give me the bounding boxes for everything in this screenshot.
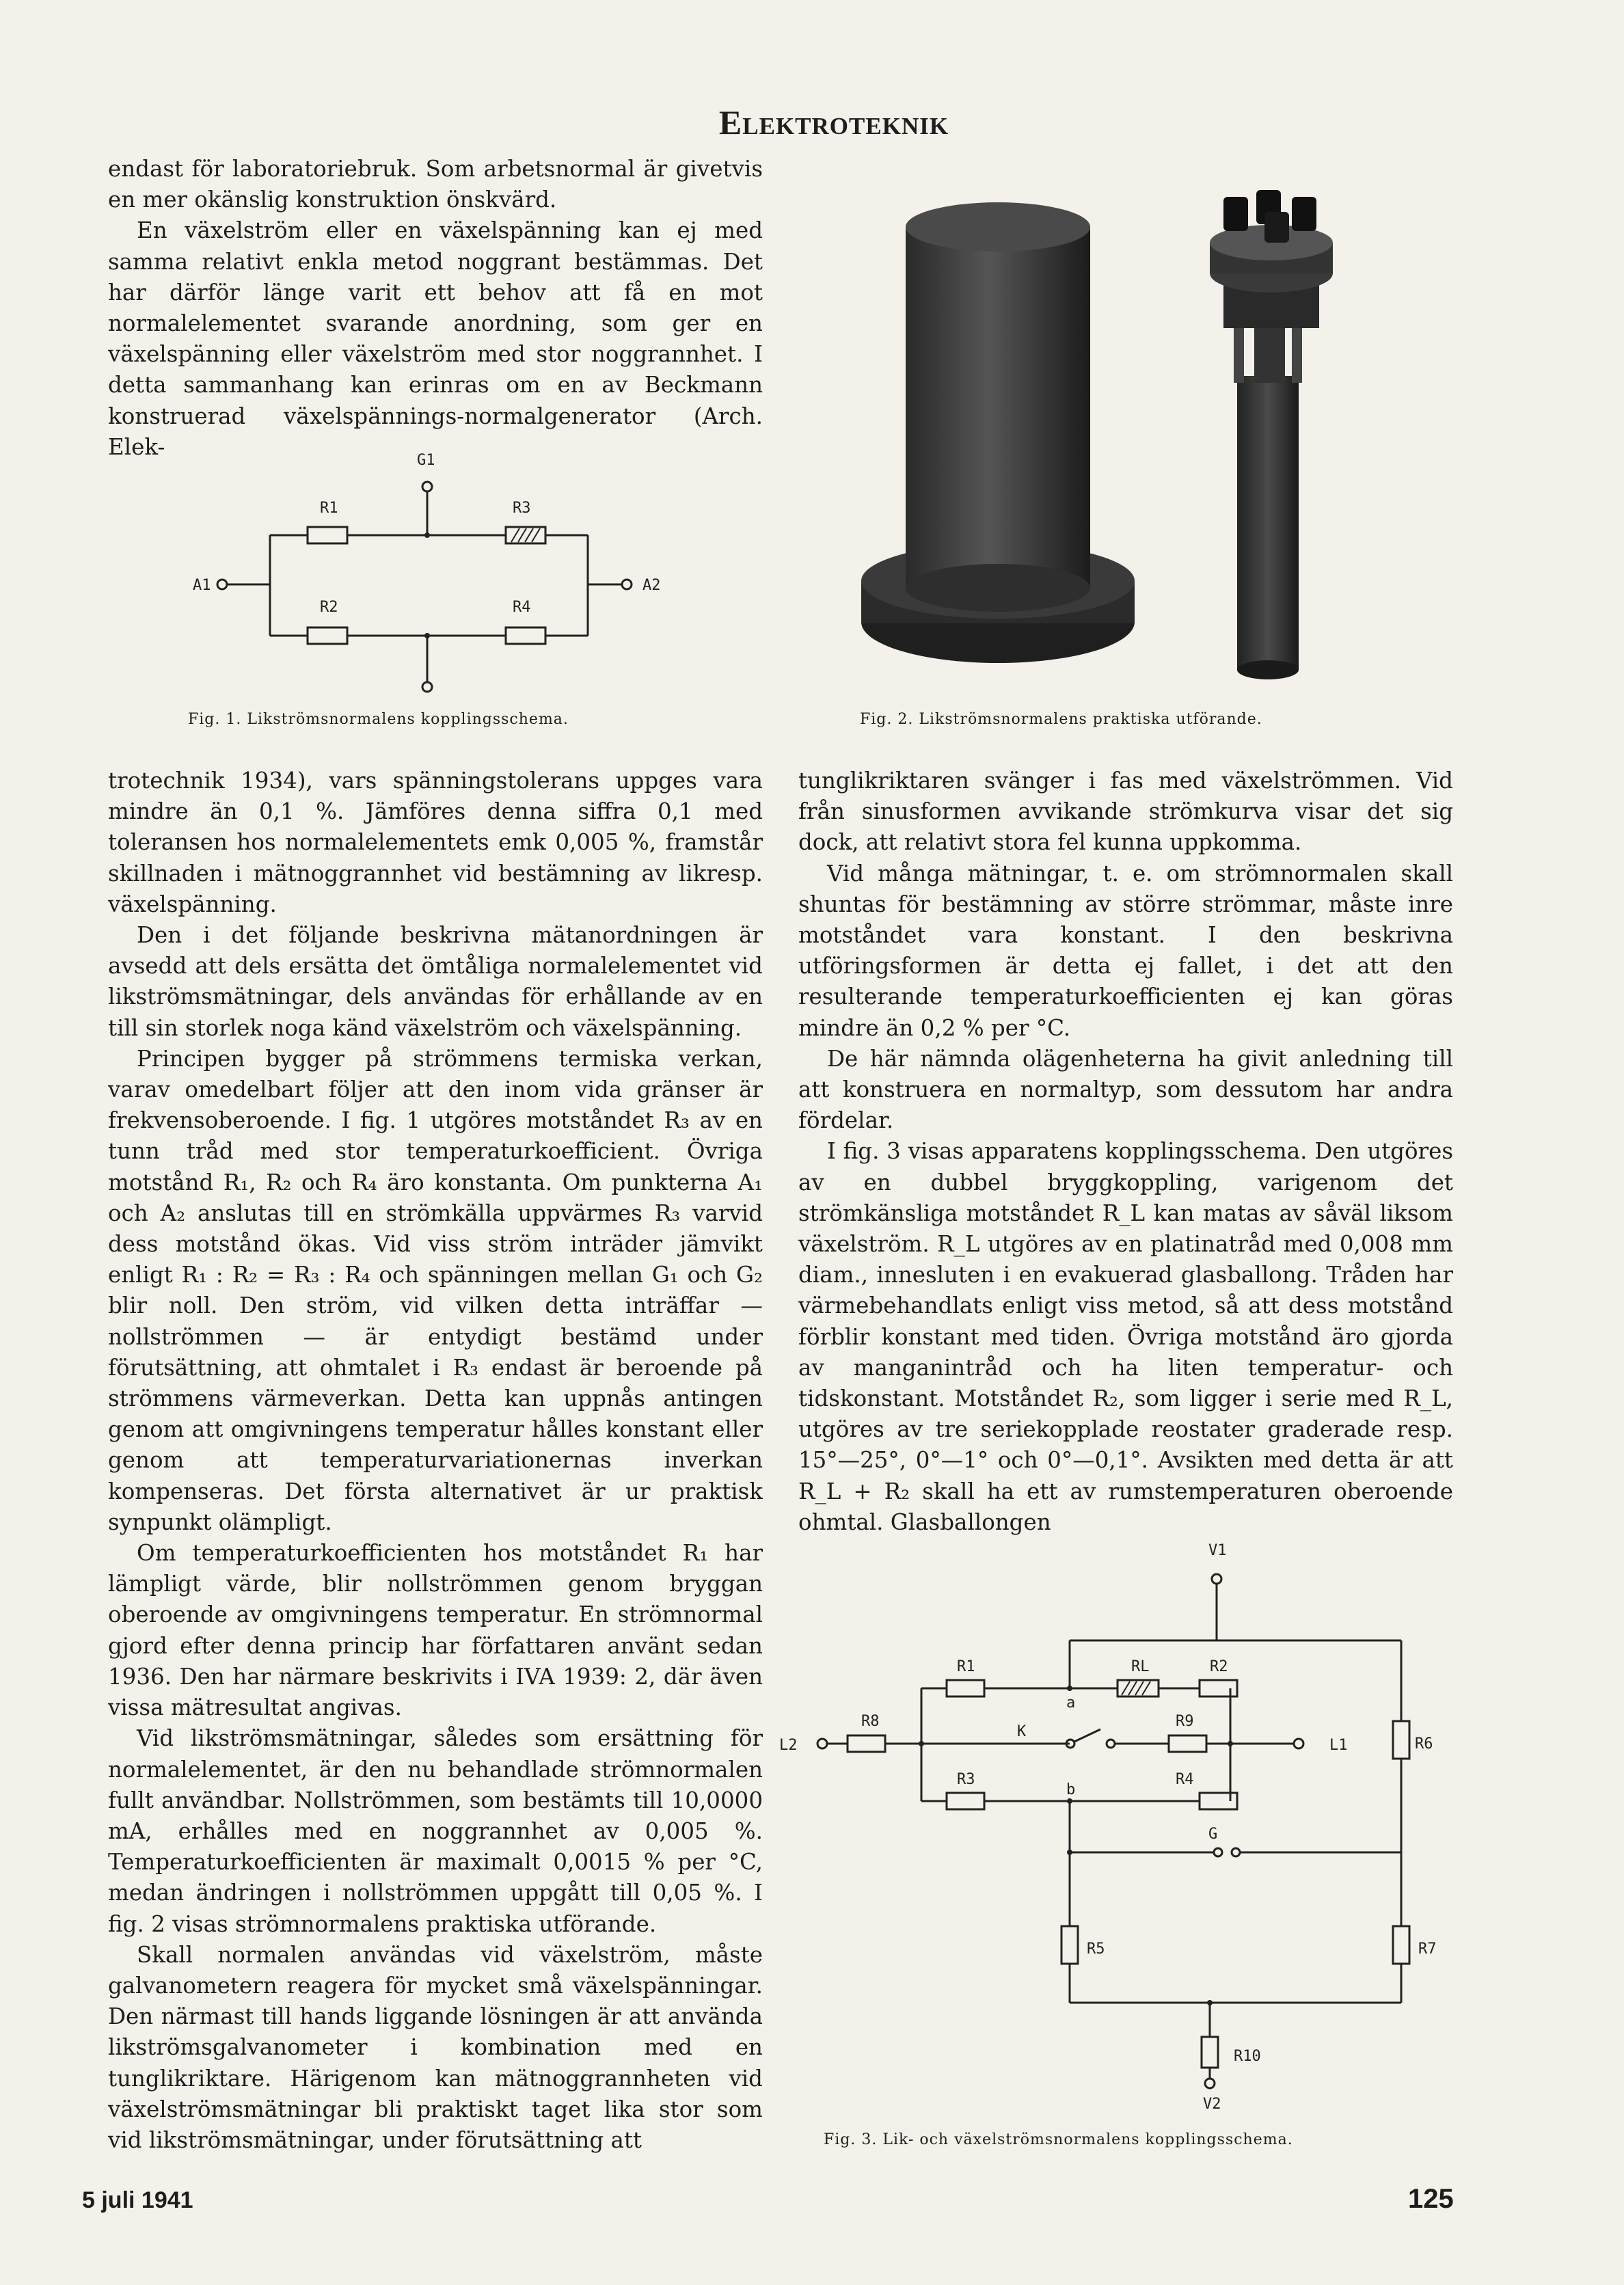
fig3-label-r8: R8 bbox=[861, 1713, 880, 1730]
paragraph: Vid många mätningar, t. e. om strömnormalen skall shuntas för bestämning av större strömmar, måste inre motståndet vara konstant. I den beskrivna utföringsformen är detta ej fallet, i det att den resulterande temperaturkoefficienten ej kan göras mindre än 0,2 % per °C. bbox=[798, 860, 1453, 1041]
page-number: 125 bbox=[1408, 2184, 1454, 2214]
paragraph: Principen bygger på strömmens termiska verkan, varav omedelbart följer att den inom vida gränser är frekvensoberoende. I fig. 1 utgöres motståndet R₃ av en tunn tråd med stor temperaturkoefficient. Övriga motstånd R₁, R₂ och R₄ äro konstanta. Om punkterna A₁ och A₂ anslutas till en strömkälla uppvärmes R₃ varvid dess motstånd ökas. Vid viss ström inträder jämvikt enligt R₁ : R₂ = R₃ : R₄ och spänningen mellan G₁ och G₂ blir noll. Den ström, vid vilken detta inträffar — nollströmmen — är entydigt bestämd under förutsättning, att ohmtalet i R₃ endast är beroende på strömmens värmeverkan. Detta kan uppnås antingen genom att omgivningens temperatur hålles konstant eller genom att temperaturvariationernas inverkan kompenseras. Det första alternativet är ur praktisk synpunkt olämpligt. bbox=[108, 1045, 763, 1535]
fig3-label-b: b bbox=[1066, 1781, 1076, 1798]
fig3-circuit-diagram bbox=[766, 1531, 1449, 2119]
figure-2-photo bbox=[854, 185, 1408, 690]
fig1-circuit-diagram bbox=[171, 444, 731, 704]
fig1-caption: Fig. 1. Likströmsnormalens kopplingsschema. bbox=[188, 711, 569, 728]
fig3-label-g: G bbox=[1208, 1826, 1218, 1843]
fig1-label-a1: A1 bbox=[193, 577, 211, 594]
fig3-label-r3: R3 bbox=[957, 1771, 975, 1788]
fig3-label-r7: R7 bbox=[1418, 1941, 1437, 1958]
fig3-label-rl: RL bbox=[1131, 1658, 1150, 1675]
paragraph: En växelström eller en växelspänning kan ej med samma relativt enkla metod noggrant bestämmas. Det har därför länge varit ett behov att få en mot normalelementet svarande anordning, som ger en växelspänning eller växelström med stor noggrannhet. I detta sammanhang kan erinras om en av Beckmann konstruerad växelspännings-normalgenerator (Arch. Elek- bbox=[108, 217, 763, 460]
paragraph: De här nämnda olägenheterna ha givit anledning till att konstruera en normaltyp, som dessutom har andra fördelar. bbox=[798, 1045, 1453, 1134]
paragraph: endast för laboratoriebruk. Som arbetsnormal är givetvis en mer okänslig konstruktion önskvärd. bbox=[108, 156, 763, 213]
fig1-label-r1: R1 bbox=[320, 500, 338, 517]
fig2-photograph bbox=[854, 185, 1408, 690]
fig3-label-v2: V2 bbox=[1203, 2096, 1221, 2113]
fig3-label-r9: R9 bbox=[1176, 1713, 1194, 1730]
fig3-label-v1: V1 bbox=[1208, 1542, 1227, 1559]
fig3-label-k: K bbox=[1017, 1723, 1027, 1740]
fig1-label-r3: R3 bbox=[513, 500, 531, 517]
column-2-bottom bbox=[798, 766, 1453, 1538]
fig1-label-a2: A2 bbox=[642, 577, 661, 594]
fig3-label-r5: R5 bbox=[1087, 1941, 1105, 1958]
figure-1 bbox=[171, 444, 731, 704]
fig3-label-r1: R1 bbox=[957, 1658, 975, 1675]
fig1-label-g1: G1 bbox=[417, 452, 435, 469]
section-title: Elektroteknik bbox=[718, 103, 949, 141]
fig2-caption: Fig. 2. Likströmsnormalens praktiska utförande. bbox=[860, 711, 1262, 728]
fig3-label-r6: R6 bbox=[1415, 1735, 1433, 1753]
fig3-caption: Fig. 3. Lik- och växelströmsnormalens kopplingsschema. bbox=[824, 2131, 1293, 2148]
column-1-bottom bbox=[108, 766, 763, 2156]
fig3-label-r2: R2 bbox=[1210, 1658, 1228, 1675]
paragraph: tunglikriktaren svänger i fas med växelströmmen. Vid från sinusformen avvikande strömkurva visar det sig dock, att relativt stora fel kunna uppkomma. bbox=[798, 768, 1453, 856]
fig3-label-r4: R4 bbox=[1176, 1771, 1194, 1788]
paragraph: Skall normalen användas vid växelström, måste galvanometern reagera för mycket små växelspänningar. Den närmast till hands liggande lösningen är att använda likströmsgalvanometer i kombination med en tunglikriktare. Härigenom kan mätnoggrannheten vid växelströmsmätningar bli praktiskt taget lika stor som vid likströmsmätningar, under förutsättning att bbox=[108, 1941, 763, 2153]
paragraph: Vid likströmsmätningar, således som ersättning för normalelementet, är den nu behandlade strömnormalen fullt användbar. Nollströmmen, som bestämts till 10,0000 mA, erhålles med en noggrannhet av 0,005 %. Temperaturkoefficienten är maximalt 0,0015 % per °C, medan ändringen i nollströmmen uppgått till 0,05 %. I fig. 2 visas strömnormalens praktiska utförande. bbox=[108, 1725, 763, 1937]
paragraph: I fig. 3 visas apparatens kopplingsschema. Den utgöres av en dubbel bryggkoppling, varigenom det strömkänsliga motståndet R_L kan matas av såväl liksom växelström. R_L utgöres av en platinatråd med 0,008 mm diam., innesluten i en evakuerad glasballong. Tråden har värmebehandlats enligt viss metod, så att dess motstånd förblir konstant med tiden. Övriga motstånd äro gjorda av manganintråd och ha liten temperatur- och tidskonstant. Motståndet R₂, som ligger i serie med R_L, utgöres av tre seriekopplade reostater graderade resp. 15°—25°, 0°—1° och 0°—0,1°. Avsikten med detta är att R_L + R₂ skall ha ett av rumstemperaturen oberoende ohmtal. Glasballongen bbox=[798, 1138, 1453, 1535]
fig1-label-r4: R4 bbox=[513, 599, 531, 616]
fig3-label-l2: L2 bbox=[779, 1737, 798, 1754]
column-1-top bbox=[108, 154, 763, 463]
paragraph: Om temperaturkoefficienten hos motståndet R₁ har lämpligt värde, blir nollströmmen genom bryggan oberoende av omgivningens temperatur. En strömnormal gjord efter denna princip har författaren använt sedan 1936. Den har närmare beskrivits i IVA 1939: 2, där även vissa mätresultat angivas. bbox=[108, 1540, 763, 1721]
fig3-label-l1: L1 bbox=[1329, 1737, 1348, 1754]
fig3-label-r10: R10 bbox=[1234, 2048, 1261, 2065]
figure-3 bbox=[766, 1531, 1449, 2119]
fig3-label-a: a bbox=[1066, 1694, 1076, 1712]
paragraph: Den i det följande beskrivna mätanordningen är avsedd att dels ersätta det ömtåliga normalelementet vid likströmsmätningar, dels användas för erhållande av en till sin storlek noga känd växelström och växelspänning. bbox=[108, 922, 763, 1041]
footer-date: 5 juli 1941 bbox=[82, 2187, 193, 2213]
paragraph: trotechnik 1934), vars spänningstolerans uppges vara mindre än 0,1 %. Jämföres denna siffra 0,1 med toleransen hos normalelementets emk 0,005 %, framstår skillnaden i mätnoggrannhet vid bestämning av likresp. växelspänning. bbox=[108, 768, 763, 917]
fig1-label-r2: R2 bbox=[320, 599, 338, 616]
